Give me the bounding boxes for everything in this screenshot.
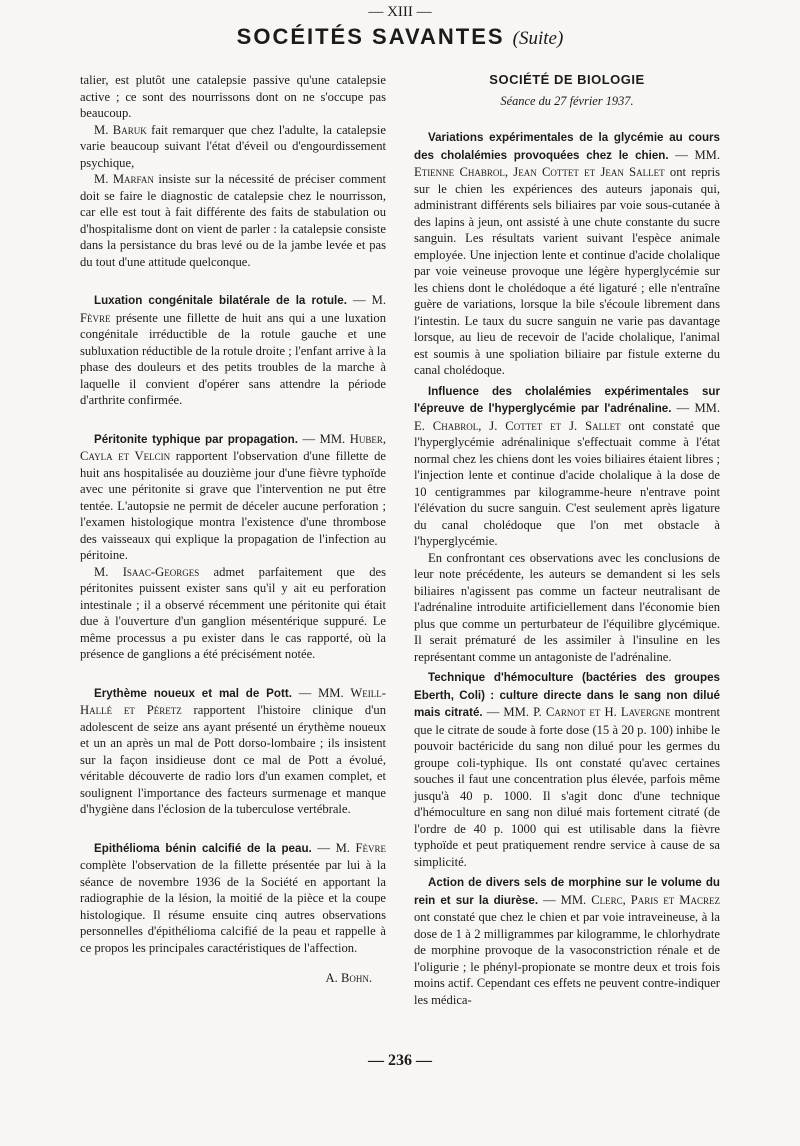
article-text: ont constaté que l'hyperglycémie adrénalinique s'effectuait comme à l'état normal chez les chiens dont les voies biliaires étaient libres ; l'injection lente et continue d'acide cholalique à la dose de 10 centigrammes par kilogramme-heure n'entrave point l'élévation du sucre sanguin. C'est seulement après ligature du canal cholédoque que l'on met obstacle à l'hyperglycémie. [414, 418, 720, 548]
article-cholalemies [414, 383, 720, 550]
page-title [0, 24, 800, 50]
article-glycemie [414, 129, 720, 379]
article-erytheme [80, 685, 386, 818]
author-names: Clerc, Paris et Macrez [591, 892, 720, 907]
article-title: Variations expérimentales de la glycémie au cours des cholalémies provoquées chez le chien. [414, 131, 720, 162]
author-names: Weill-Hallé et Péretz [80, 685, 386, 717]
article-text: présente une fillette de huit ans qui a une luxation congénitale irréductible de la rotule gauche et une subluxation réductible de la rotule droite ; l'enfant arrive à la phase des douleurs et des petits troubles de la marche à laquelle il convient d'opérer sans attendre la période d'arthrite confirmée. [80, 310, 386, 407]
left-column [80, 72, 386, 987]
article-title: Epithélioma bénin calcifié de la peau. [94, 841, 312, 855]
article-title: Luxation congénitale bilatérale de la rotule. [94, 294, 347, 307]
section-title: SOCIÉTÉ DE BIOLOGIE [489, 72, 645, 87]
author-name: M. Isaac-Georges [94, 564, 200, 579]
article-text: ont constaté que chez le chien et par voie intraveineuse, à la dose de 1 à 2 milligrammes par kilogramme, le chlorhydrate de morphine provoque de la vasoconstriction rénale et de l'oligurie ; le phényl-propionate se montre deux et trois fois moins actif. Cependant ces effets ne peuvent contre-indiquer les médica- [414, 910, 720, 1007]
paragraph-marfan [80, 171, 386, 270]
dash: — MM. [668, 147, 720, 162]
article-text: complète l'observation de la fillette présentée par lui à la séance de novembre 1936 de la Société en apportant la radiographie de la lésion, la moitié de la pièce et la coupe histologique. Il résume ensuite cinq autres observations personnelles d'épithélioma calcifié de la peau et rappelle à ce propos les principales caractéristiques de l'affection. [80, 858, 386, 955]
dash: — MM. [297, 431, 350, 446]
paragraph-text: admet parfaitement que des péritonites puissent exister sans qu'il y ait eu perforation intestinale ; il a observé récemment une péritonite qui était due à l'ouverture d'un ganglion mésentérique suppuré. Le même processus a pu exister dans le cas rapporté, où la présence de ganglions a été précisément notée. [80, 564, 386, 661]
author-name: M. Fèvre [335, 840, 387, 855]
signature: A. Bohn. [325, 971, 372, 985]
dash: — MM. [538, 892, 592, 907]
article-text: rapportent l'histoire clinique d'un adolescent de seize ans ayant présenté un érythème noueux et un an après un mal de Pott dorso-lombaire ; ils insistent sur la façon insidieuse dont ce mal de Pott a évolué, véritable découverte de radio lors d'un examen complet, et soulignent l'importance des facteurs surmenage et manque d'hygiène dans l'éclosion de la tuberculose vertébrale. [80, 703, 386, 816]
author-name: M. Fèvre [80, 293, 386, 325]
author-names: P. Carnot et H. Lavergne [533, 705, 671, 719]
article-text: montrent que le citrate de soude à forte dose (15 à 20 p. 100) inhibe le pouvoir bactéricide du sang non dilué pour les germes du groupe coli-typhique. Ils ont constaté qu'avec certaines souches il faut une concentration plus élevée, parfois même jusqu'à 40 p. 1000. Il s'agit donc d'une technique d'hémoculture en sang non dilué mais fortement citraté (de l'ordre de 40 p. 1000 qui est utilisable dans la fièvre typhoïde et peut pratiquement rendre service à cause de sa simplicité. [414, 705, 720, 869]
dash: — MM. [291, 685, 351, 700]
page-title-suite: (Suite) [512, 28, 564, 49]
author-names: Huber, Cayla et Velcin [80, 431, 386, 463]
article-morphine [414, 874, 720, 1008]
paragraph-baruk [80, 122, 386, 172]
dash: — [311, 840, 336, 855]
paragraph-continuation: talier, est plutôt une catalepsie passive qu'une catalepsie active ; ce sont des nourrissons dont on ne s'occupe pas beaucoup. [80, 73, 386, 120]
article-peritonite [80, 431, 386, 564]
article-text: ont repris sur le chien les expériences des auteurs japonais qui, administrant différents sels biliaires par voie sous-cutanée à des lapins à jeun, ont assisté à une chute constante du sucre sanguin. Les résultats varient suivant l'espèce animale employée. Une injection lente et continue d'acide cholalique par voie veineuse provoque une légère hyperglycémie sur les chiens dont le cholédoque a été ligaturé ; elle n'entraîne guère de variations, lorsque la bile s'écoule librement dans l'intestin. Le taux du sucre sanguin ne varie pas davantage lorsque, au lieu de recevoir de l'acide cholalique, l'animal est soumis à une spoliation biliaire par fistule externe du canal cholédoque. [414, 165, 720, 377]
paragraph-confrontant: En confrontant ces observations avec les conclusions de leur note précédente, les auteurs se demandent si les sels biliaires n'agissent pas comme un facteur neutralisant de l'adrénaline introduite artificiellement dans l'économie bien plus que comme un perturbateur de l'équilibre glycémique. Il serait prématuré de les assimiler à l'insuline en les représentant comme un antagoniste de l'adrénaline. [414, 550, 720, 664]
article-hemoculture [414, 669, 720, 870]
article-title: Péritonite typhique par propagation. [94, 432, 298, 446]
article-epithelioma [80, 840, 386, 957]
paragraph-isaac-georges [80, 564, 386, 663]
seance-date: Séance du 27 février 1937. [500, 93, 634, 108]
article-luxation [80, 292, 386, 409]
article-text: rapportent l'observation d'une fillette de huit ans hospitalisée au douzième jour d'une fièvre typhoïde avec une péritonite si grave que l'intervention ne put être tentée. L'autopsie ne permit de déceler aucune perforation ; l'examen histologique montra l'existence d'une thrombose des vaisseaux qui explique la propagation de l'infection au péritoine. [80, 449, 386, 562]
author-names: Etienne Chabrol, Jean Cottet et Jean Sallet [414, 165, 665, 179]
author-names: E. Chabrol, J. Cottet et J. Sallet [414, 418, 621, 433]
article-title: Technique d'hémoculture (bactéries des groupes Eberth, Coli) : culture directe dans le sang non dilué mais citraté. [414, 671, 720, 719]
article-title: Influence des cholalémies expérimentales sur l'épreuve de l'hyperglycémie par l'adrénaline. [414, 384, 720, 415]
author-name: M. Marfan [94, 172, 154, 186]
page-title-text: SOCÉITÉS SAVANTES [236, 24, 505, 49]
paragraph-text: fait remarquer que chez l'adulte, la catalepsie varie beaucoup suivant l'état d'éveil ou d'engourdissement psychique, [80, 122, 386, 170]
page-number: — 236 — [368, 1052, 432, 1069]
page-header-number: — XIII — [368, 4, 432, 20]
author-name: M. Baruk [94, 122, 147, 137]
paragraph-text: insiste sur la nécessité de préciser comment doit se faire le diagnostic de catalepsie chez le nourrisson, car elle est tout à fait différente des faits de stabulation ou d'hospitalisme dont on vient de parler : la catalepsie consiste dans la persistance du bras levé ou de la jambe levée et pas du tout d'une attitude quelconque. [80, 172, 386, 269]
right-column [414, 72, 720, 1008]
dash: — MM. [482, 705, 534, 719]
dash: — MM. [671, 401, 721, 415]
article-title: Action de divers sels de morphine sur le volume du rein et sur la diurèse. [414, 876, 720, 907]
dash: — [346, 293, 372, 307]
article-title: Erythème noueux et mal de Pott. [94, 686, 292, 700]
